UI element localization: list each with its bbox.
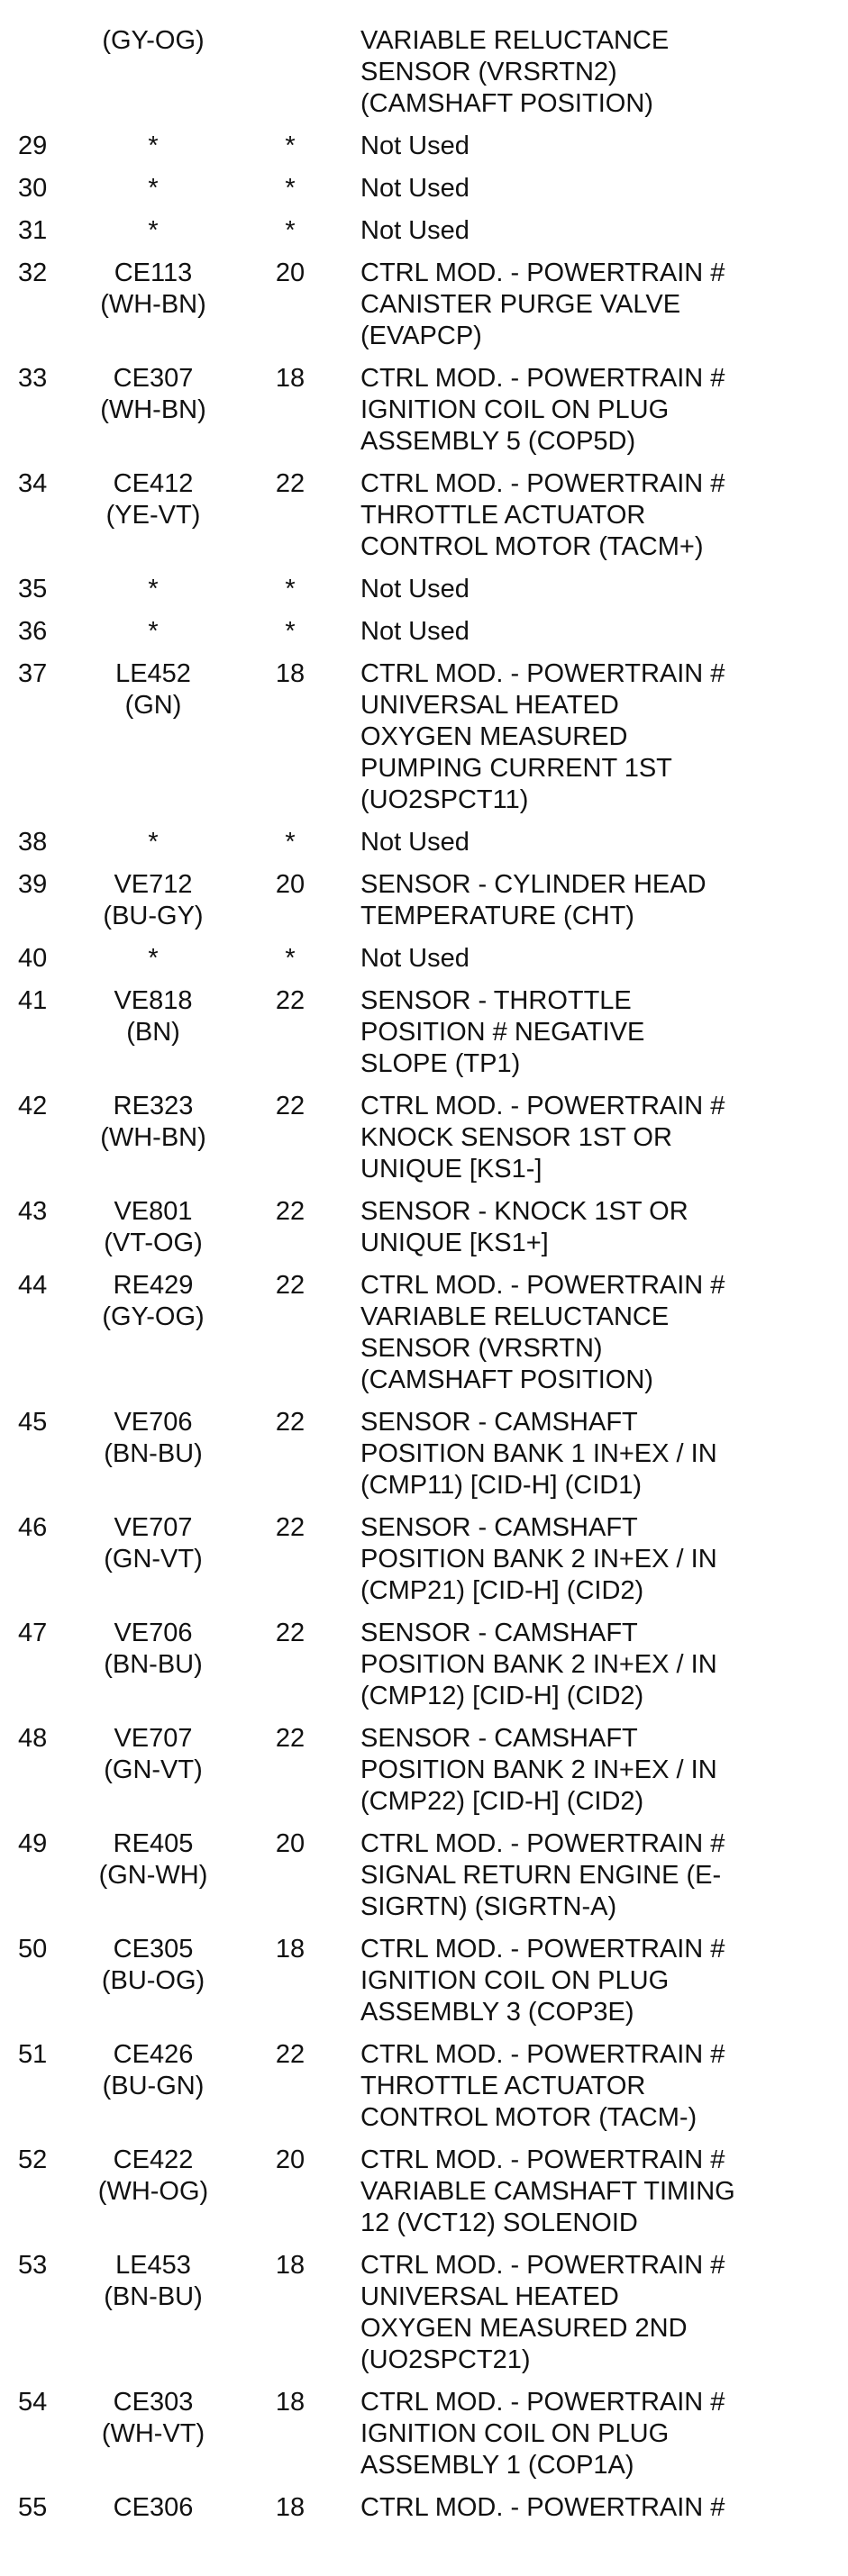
table-row bbox=[0, 1512, 848, 1618]
circuit-color: VE801 (VT-OG) bbox=[104, 1197, 203, 1257]
pin-number: 53 bbox=[18, 2251, 48, 2280]
wire-gauge: 22 bbox=[275, 1724, 305, 1753]
pin-number: 55 bbox=[18, 2493, 48, 2522]
wire-gauge: 18 bbox=[275, 364, 305, 393]
circuit-color: RE429 (GY-OG) bbox=[102, 1271, 205, 1331]
wire-gauge: * bbox=[285, 132, 296, 160]
circuit-color: CE306 bbox=[113, 2493, 194, 2522]
circuit-function: Not Used bbox=[360, 575, 470, 603]
circuit-color: * bbox=[148, 132, 159, 160]
pin-number: 36 bbox=[18, 617, 48, 646]
pin-number: 30 bbox=[18, 174, 48, 203]
circuit-function: CTRL MOD. - POWERTRAIN # IGNITION COIL ON PLUG ASSEMBLY 5 (COP5D) bbox=[360, 364, 725, 456]
table-row bbox=[0, 985, 848, 1091]
circuit-color: (GY-OG) bbox=[102, 26, 205, 55]
table-row bbox=[0, 1723, 848, 1828]
circuit-color: CE303 (WH-VT) bbox=[101, 2388, 205, 2448]
table-row bbox=[0, 869, 848, 943]
circuit-color: VE706 (BN-BU) bbox=[104, 1408, 203, 1468]
circuit-color: * bbox=[148, 617, 159, 646]
circuit-color: RE323 (WH-BN) bbox=[100, 1092, 206, 1152]
table-row bbox=[0, 2145, 848, 2250]
circuit-color: CE412 (YE-VT) bbox=[105, 469, 201, 530]
pin-number: 38 bbox=[18, 828, 48, 857]
circuit-function: CTRL MOD. - POWERTRAIN # THROTTLE ACTUATOR CONTROL MOTOR (TACM+) bbox=[360, 469, 725, 561]
wire-gauge: 20 bbox=[275, 259, 305, 287]
table-row bbox=[0, 258, 848, 363]
wire-gauge: 18 bbox=[275, 2388, 305, 2417]
wire-gauge: 22 bbox=[275, 469, 305, 498]
circuit-color: LE453 (BN-BU) bbox=[104, 2251, 203, 2311]
pin-number: 48 bbox=[18, 1724, 48, 1753]
table-row bbox=[0, 173, 848, 215]
pin-number: 54 bbox=[18, 2388, 48, 2417]
pin-number: 45 bbox=[18, 1408, 48, 1437]
pin-number: 34 bbox=[18, 469, 48, 498]
pin-number: 42 bbox=[18, 1092, 48, 1120]
table-row bbox=[0, 1091, 848, 1196]
wire-gauge: 22 bbox=[275, 1408, 305, 1437]
table-row bbox=[0, 658, 848, 827]
circuit-function: CTRL MOD. - POWERTRAIN # UNIVERSAL HEATED OXYGEN MEASURED PUMPING CURRENT 1ST (UO2SPCT11) bbox=[360, 659, 725, 814]
wire-gauge: 18 bbox=[275, 1935, 305, 1964]
pin-number: 37 bbox=[18, 659, 48, 688]
wire-gauge: 22 bbox=[275, 2040, 305, 2069]
circuit-color: CE305 (BU-OG) bbox=[101, 1935, 205, 1995]
table-row bbox=[0, 1618, 848, 1723]
table-row bbox=[0, 2387, 848, 2492]
pin-number: 31 bbox=[18, 216, 48, 245]
table-row bbox=[0, 468, 848, 574]
wire-gauge: * bbox=[285, 828, 296, 857]
circuit-color: CE422 (WH-OG) bbox=[97, 2145, 209, 2206]
table-row bbox=[0, 943, 848, 985]
wire-gauge: 18 bbox=[275, 659, 305, 688]
pin-number: 35 bbox=[18, 575, 48, 603]
wire-gauge: 18 bbox=[275, 2493, 305, 2522]
pin-number: 51 bbox=[18, 2040, 48, 2069]
pin-number: 52 bbox=[18, 2145, 48, 2174]
circuit-function: CTRL MOD. - POWERTRAIN # VARIABLE CAMSHAFT TIMING 12 (VCT12) SOLENOID bbox=[360, 2145, 735, 2237]
table-row bbox=[0, 131, 848, 173]
circuit-function: CTRL MOD. - POWERTRAIN # IGNITION COIL ON PLUG ASSEMBLY 1 (COP1A) bbox=[360, 2388, 725, 2480]
wire-gauge: 22 bbox=[275, 986, 305, 1015]
wire-gauge: 22 bbox=[275, 1619, 305, 1647]
pin-number: 50 bbox=[18, 1935, 48, 1964]
table-row bbox=[0, 2492, 848, 2528]
circuit-function: Not Used bbox=[360, 828, 470, 857]
circuit-color: * bbox=[148, 944, 159, 973]
circuit-color: RE405 (GN-WH) bbox=[98, 1829, 208, 1890]
table-row bbox=[0, 1196, 848, 1270]
wire-gauge: * bbox=[285, 944, 296, 973]
pin-number: 46 bbox=[18, 1513, 48, 1542]
pin-number: 40 bbox=[18, 944, 48, 973]
circuit-function: CTRL MOD. - POWERTRAIN # IGNITION COIL ON PLUG ASSEMBLY 3 (COP3E) bbox=[360, 1935, 725, 2027]
circuit-color: * bbox=[148, 216, 159, 245]
circuit-function: Not Used bbox=[360, 132, 470, 160]
pin-number: 39 bbox=[18, 870, 48, 899]
table-row bbox=[0, 2250, 848, 2387]
pinout-table bbox=[0, 25, 848, 2528]
pin-number: 29 bbox=[18, 132, 48, 160]
wire-gauge: * bbox=[285, 216, 296, 245]
pin-number: 41 bbox=[18, 986, 48, 1015]
table-row bbox=[0, 1828, 848, 1934]
wire-gauge: 18 bbox=[275, 2251, 305, 2280]
pin-number: 44 bbox=[18, 1271, 48, 1300]
circuit-function: CTRL MOD. - POWERTRAIN # CANISTER PURGE VALVE (EVAPCP) bbox=[360, 259, 725, 350]
circuit-function: SENSOR - THROTTLE POSITION # NEGATIVE SLOPE (TP1) bbox=[360, 986, 645, 1078]
circuit-color: VE707 (GN-VT) bbox=[104, 1724, 203, 1784]
circuit-function: SENSOR - CYLINDER HEAD TEMPERATURE (CHT) bbox=[360, 870, 707, 930]
circuit-color: CE307 (WH-BN) bbox=[100, 364, 206, 424]
circuit-color: LE452 (GN) bbox=[115, 659, 191, 720]
table-row bbox=[0, 1934, 848, 2039]
circuit-function: CTRL MOD. - POWERTRAIN # bbox=[360, 2493, 725, 2522]
circuit-color: * bbox=[148, 174, 159, 203]
circuit-function: CTRL MOD. - POWERTRAIN # THROTTLE ACTUATOR CONTROL MOTOR (TACM-) bbox=[360, 2040, 725, 2132]
table-row bbox=[0, 363, 848, 468]
wire-gauge: 20 bbox=[275, 870, 305, 899]
circuit-function: Not Used bbox=[360, 216, 470, 245]
circuit-color: VE818 (BN) bbox=[114, 986, 193, 1047]
circuit-function: VARIABLE RELUCTANCE SENSOR (VRSRTN2) (CAMSHAFT POSITION) bbox=[360, 26, 670, 118]
circuit-function: Not Used bbox=[360, 944, 470, 973]
wire-gauge: * bbox=[285, 174, 296, 203]
table-row bbox=[0, 1270, 848, 1407]
pin-number: 47 bbox=[18, 1619, 48, 1647]
table-row bbox=[0, 616, 848, 658]
circuit-function: CTRL MOD. - POWERTRAIN # UNIVERSAL HEATED OXYGEN MEASURED 2ND (UO2SPCT21) bbox=[360, 2251, 725, 2374]
circuit-function: SENSOR - CAMSHAFT POSITION BANK 2 IN+EX / IN (CMP21) [CID-H] (CID2) bbox=[360, 1513, 717, 1605]
pin-number: 43 bbox=[18, 1197, 48, 1226]
pin-number: 33 bbox=[18, 364, 48, 393]
circuit-color: VE712 (BU-GY) bbox=[103, 870, 204, 930]
circuit-color: VE707 (GN-VT) bbox=[104, 1513, 203, 1574]
wire-gauge: 20 bbox=[275, 2145, 305, 2174]
circuit-function: Not Used bbox=[360, 617, 470, 646]
table-row bbox=[0, 2039, 848, 2145]
pin-number: 49 bbox=[18, 1829, 48, 1858]
wire-gauge: 22 bbox=[275, 1197, 305, 1226]
circuit-function: SENSOR - CAMSHAFT POSITION BANK 1 IN+EX / IN (CMP11) [CID-H] (CID1) bbox=[360, 1408, 717, 1500]
wire-gauge: * bbox=[285, 575, 296, 603]
circuit-color: * bbox=[148, 828, 159, 857]
circuit-function: SENSOR - CAMSHAFT POSITION BANK 2 IN+EX / IN (CMP12) [CID-H] (CID2) bbox=[360, 1619, 717, 1710]
circuit-function: CTRL MOD. - POWERTRAIN # SIGNAL RETURN ENGINE (E- SIGRTN) (SIGRTN-A) bbox=[360, 1829, 725, 1921]
circuit-color: VE706 (BN-BU) bbox=[104, 1619, 203, 1679]
pin-number: 32 bbox=[18, 259, 48, 287]
circuit-function: SENSOR - CAMSHAFT POSITION BANK 2 IN+EX / IN (CMP22) [CID-H] (CID2) bbox=[360, 1724, 717, 1816]
wire-gauge: 22 bbox=[275, 1271, 305, 1300]
circuit-function: CTRL MOD. - POWERTRAIN # VARIABLE RELUCTANCE SENSOR (VRSRTN) (CAMSHAFT POSITION) bbox=[360, 1271, 725, 1394]
table-row bbox=[0, 25, 848, 131]
circuit-color: * bbox=[148, 575, 159, 603]
circuit-function: CTRL MOD. - POWERTRAIN # KNOCK SENSOR 1ST OR UNIQUE [KS1-] bbox=[360, 1092, 725, 1184]
circuit-function: Not Used bbox=[360, 174, 470, 203]
wire-gauge: 22 bbox=[275, 1092, 305, 1120]
wire-gauge: * bbox=[285, 617, 296, 646]
circuit-function: SENSOR - KNOCK 1ST OR UNIQUE [KS1+] bbox=[360, 1197, 688, 1257]
table-row bbox=[0, 1407, 848, 1512]
table-row bbox=[0, 827, 848, 869]
circuit-color: CE113 (WH-BN) bbox=[100, 259, 206, 319]
circuit-color: CE426 (BU-GN) bbox=[102, 2040, 205, 2100]
wire-gauge: 20 bbox=[275, 1829, 305, 1858]
table-row bbox=[0, 215, 848, 258]
wire-gauge: 22 bbox=[275, 1513, 305, 1542]
table-row bbox=[0, 574, 848, 616]
